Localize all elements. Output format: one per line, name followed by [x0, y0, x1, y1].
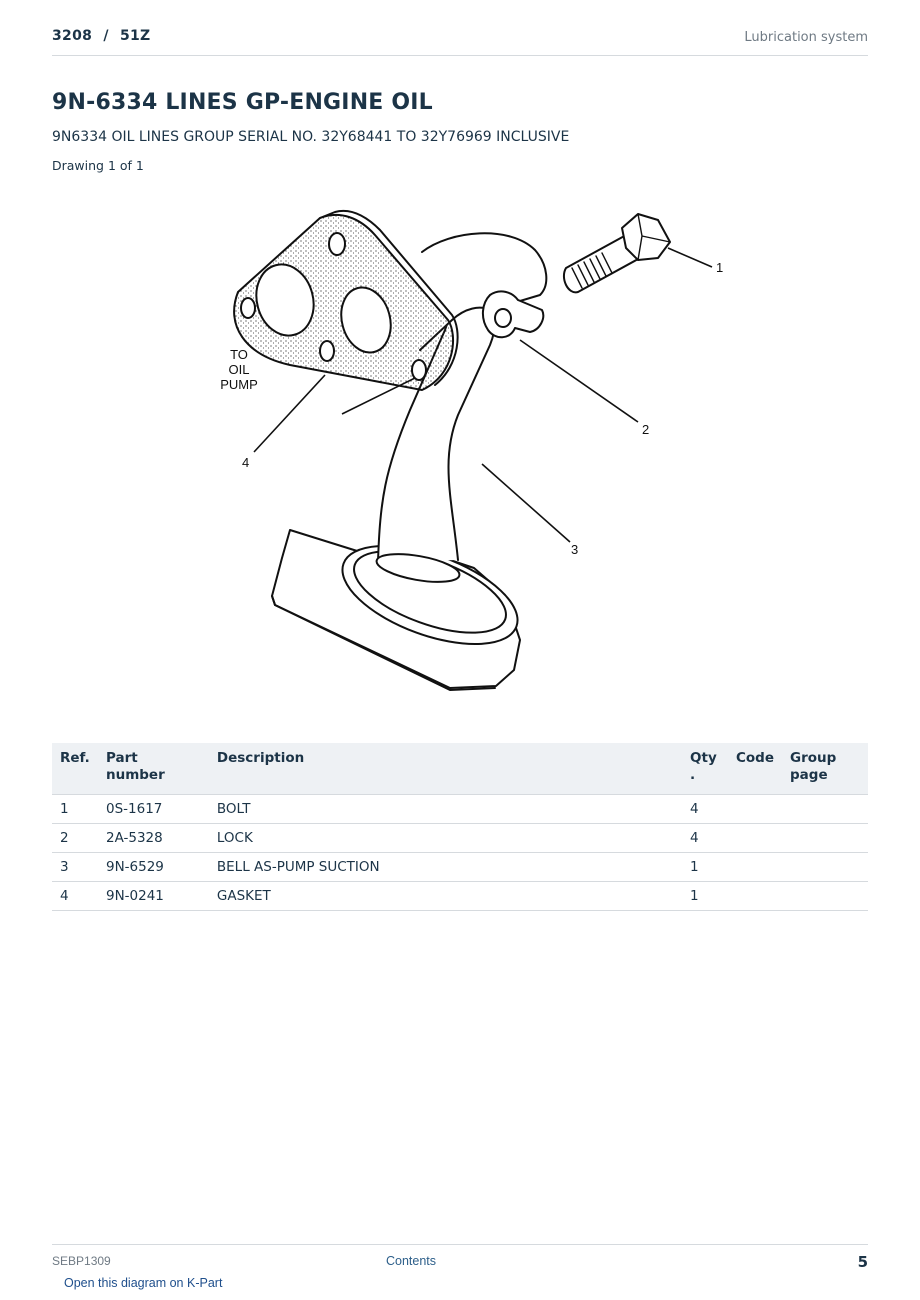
leader-line-4b — [342, 378, 415, 414]
cell-description: BELL AS-PUMP SUCTION — [209, 853, 682, 882]
table-header-row — [52, 743, 868, 795]
cell-description: BOLT — [209, 795, 682, 824]
section-name: Lubrication system — [744, 30, 868, 45]
leader-line-4 — [254, 375, 325, 452]
to-oil-pump-label-line2: OIL — [228, 362, 250, 377]
lock-plate — [483, 291, 543, 337]
header-part-number: Part number — [98, 743, 209, 795]
leader-line-3 — [482, 464, 570, 542]
cell-code — [728, 853, 782, 882]
leader-line-1 — [668, 248, 712, 267]
cell-description: GASKET — [209, 882, 682, 911]
callout-3: 3 — [571, 542, 579, 557]
to-oil-pump-label-line1: TO — [230, 347, 248, 362]
cell-qty: 1 — [682, 853, 728, 882]
to-oil-pump-label-line3: PUMP — [220, 377, 258, 392]
cell-part-number: 9N-6529 — [98, 853, 209, 882]
flange-bolt-hole-mid — [320, 341, 334, 361]
flange-bolt-hole-top — [329, 233, 345, 255]
model-serial-heading — [52, 28, 151, 44]
group-subtitle: 9N6334 OIL LINES GROUP SERIAL NO. 32Y68441 TO 32Y76969 INCLUSIVE — [52, 129, 570, 145]
page-title: 9N-6334 LINES GP-ENGINE OIL — [52, 90, 433, 115]
header-qty — [682, 743, 728, 795]
model-number: 3208 — [52, 28, 93, 44]
header-qty-line1: Qty — [690, 750, 717, 766]
cell-part-number: 9N-0241 — [98, 882, 209, 911]
serial-prefix: 51Z — [119, 28, 151, 44]
header-qty-line2: . — [690, 767, 696, 783]
table-row — [52, 824, 868, 853]
cell-code — [728, 795, 782, 824]
page-header — [52, 28, 868, 56]
cell-qty: 1 — [682, 882, 728, 911]
cell-group-page — [782, 882, 868, 911]
cell-ref: 4 — [52, 882, 98, 911]
cell-qty: 4 — [682, 824, 728, 853]
leader-line-2 — [520, 340, 638, 422]
flange-bolt-hole-left — [241, 298, 255, 318]
cell-code — [728, 824, 782, 853]
callout-2: 2 — [642, 422, 650, 437]
cell-group-page — [782, 795, 868, 824]
header-separator: / — [103, 28, 109, 44]
header-group-page — [782, 743, 868, 795]
page-footer — [52, 1244, 868, 1274]
header-code: Code — [728, 743, 782, 795]
cell-group-page — [782, 824, 868, 853]
header-ref: Ref. — [52, 743, 98, 795]
page-number: 5 — [857, 1253, 868, 1271]
contents-link[interactable]: Contents — [386, 1254, 437, 1268]
cell-description: LOCK — [209, 824, 682, 853]
cell-ref: 3 — [52, 853, 98, 882]
cell-qty: 4 — [682, 795, 728, 824]
cell-code — [728, 882, 782, 911]
open-in-kpart-link[interactable]: Open this diagram on K-Part — [64, 1276, 223, 1290]
header-description: Description — [209, 743, 682, 795]
callout-1: 1 — [716, 260, 724, 275]
parts-table — [52, 743, 868, 911]
cell-part-number: 0S-1617 — [98, 795, 209, 824]
cell-group-page — [782, 853, 868, 882]
header-group-line2: page — [790, 767, 828, 783]
flange-bolt-hole-right — [412, 360, 426, 380]
header-group-line1: Group — [790, 750, 837, 766]
cell-part-number: 2A-5328 — [98, 824, 209, 853]
table-row — [52, 882, 868, 911]
table-row — [52, 853, 868, 882]
table-row — [52, 795, 868, 824]
callout-4: 4 — [242, 455, 250, 470]
cell-ref: 1 — [52, 795, 98, 824]
cell-ref: 2 — [52, 824, 98, 853]
document-number: SEBP1309 — [52, 1254, 111, 1268]
parts-diagram — [190, 200, 750, 710]
drawing-count: Drawing 1 of 1 — [52, 158, 144, 173]
